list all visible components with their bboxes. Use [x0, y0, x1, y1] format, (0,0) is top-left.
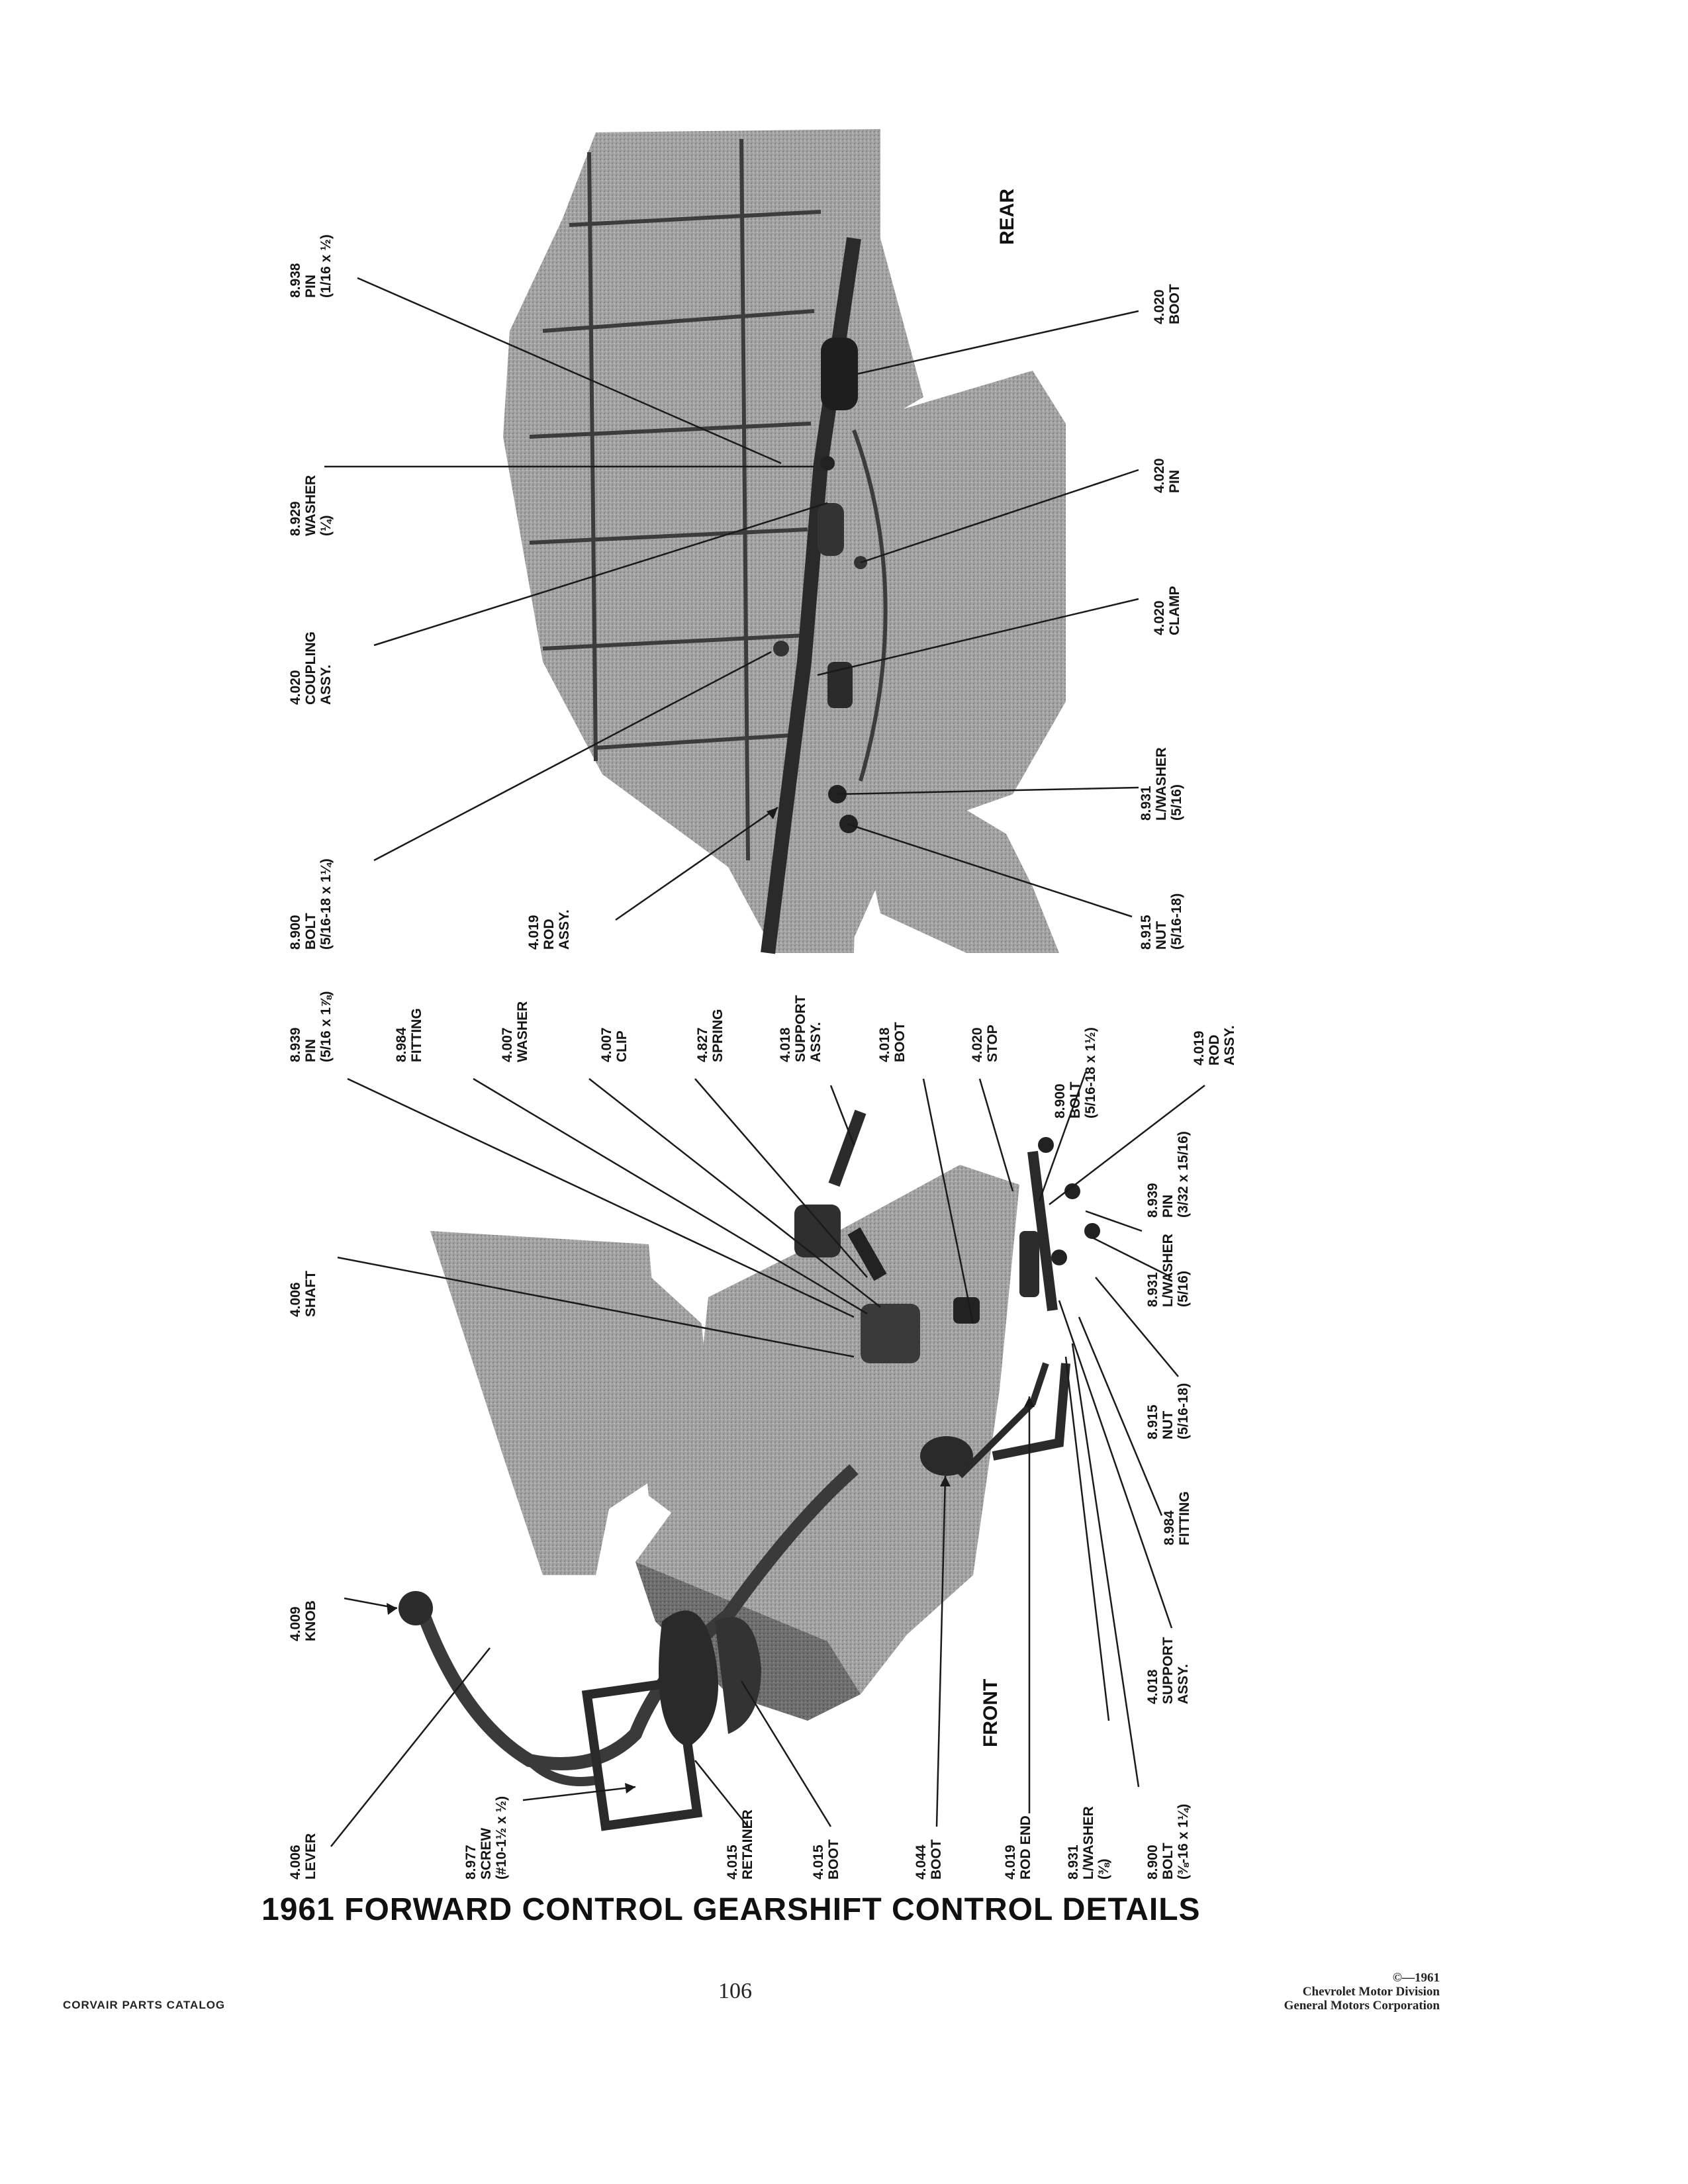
callout-bolt-38: 8.900 BOLT (⅜-16 x 1¼) [1145, 1803, 1191, 1880]
copyright-block [1059, 1971, 1440, 2013]
callout-pin-8939-low: 8.939 PIN (3/32 x 15/16) [1145, 1131, 1191, 1218]
callout-nut-516-front: 8.915 NUT (5/16-18) [1145, 1383, 1191, 1439]
callout-lwasher-38: 8.931 L/WASHER (⅜) [1066, 1806, 1111, 1880]
callout-washer-8929: 8.929 WASHER (¼) [288, 475, 334, 536]
callout-fitting-top: 8.984 FITTING [394, 1008, 424, 1062]
callout-fitting-low: 8.984 FITTING [1162, 1491, 1192, 1545]
callout-rod-assy-rear: 4.019 ROD ASSY. [526, 909, 572, 950]
callout-support-assy-top: 4.018 SUPPORT ASSY. [778, 995, 823, 1062]
callout-rod-assy-front: 4.019 ROD ASSY. [1192, 1025, 1237, 1066]
callout-stop: 4.020 STOP [970, 1024, 1000, 1062]
callout-clamp: 4.020 CLAMP [1152, 586, 1182, 635]
callout-rod-end: 4.019 ROD END [1003, 1815, 1033, 1880]
direction-rear: REAR [996, 188, 1018, 245]
page-number: 106 [718, 1979, 752, 2003]
callout-boot-4020: 4.020 BOOT [1152, 284, 1182, 324]
callout-pin-4020: 4.020 PIN [1152, 458, 1182, 493]
callout-pin-8938: 8.938 PIN (1/16 x ½) [288, 234, 334, 298]
callout-retainer: 4.015 RETAINER [725, 1809, 755, 1880]
callout-knob: 4.009 KNOB [288, 1600, 318, 1641]
copyright-division: Chevrolet Motor Division [1302, 1985, 1440, 1999]
callout-pin-8939-top: 8.939 PIN (5/16 x 1⅞) [288, 991, 334, 1062]
rear-view-photo [503, 129, 1066, 953]
callout-support-assy-low: 4.018 SUPPORT ASSY. [1145, 1637, 1191, 1704]
callout-boot-4018: 4.018 BOOT [877, 1022, 908, 1062]
callout-nut-rear: 8.915 NUT (5/16-18) [1139, 893, 1184, 950]
copyright-year: ©—1961 [1392, 1971, 1440, 1985]
callout-lwasher-516-front: 8.931 L/WASHER (5/16) [1145, 1234, 1191, 1307]
callout-shaft: 4.006 SHAFT [288, 1271, 318, 1317]
callout-screw: 8.977 SCREW (#10-1½ x ½) [463, 1796, 509, 1880]
callout-lwasher-rear: 8.931 L/WASHER (5/16) [1139, 747, 1184, 821]
page-title: 1961 FORWARD CONTROL GEARSHIFT CONTROL DETAILS [261, 1892, 1201, 1927]
callout-spring: 4.827 SPRING [695, 1009, 726, 1062]
callout-washer-4007: 4.007 WASHER [500, 1001, 530, 1062]
callout-bolt-8900-rear: 8.900 BOLT (5/16-18 x 1¼) [288, 858, 334, 950]
catalog-name: CORVAIR PARTS CATALOG [63, 1999, 226, 2011]
callout-clip: 4.007 CLIP [599, 1027, 630, 1062]
copyright-corporation: General Motors Corporation [1284, 1999, 1440, 2013]
callout-boot-4015: 4.015 BOOT [811, 1839, 841, 1880]
callout-bolt-516-front: 8.900 BOLT (5/16-18 x 1½) [1053, 1027, 1098, 1118]
direction-front: FRONT [980, 1678, 1002, 1747]
callout-boot-4044: 4.044 BOOT [914, 1839, 944, 1880]
callout-coupling-assy: 4.020 COUPLING ASSY. [288, 631, 334, 705]
callout-lever: 4.006 LEVER [288, 1833, 318, 1880]
